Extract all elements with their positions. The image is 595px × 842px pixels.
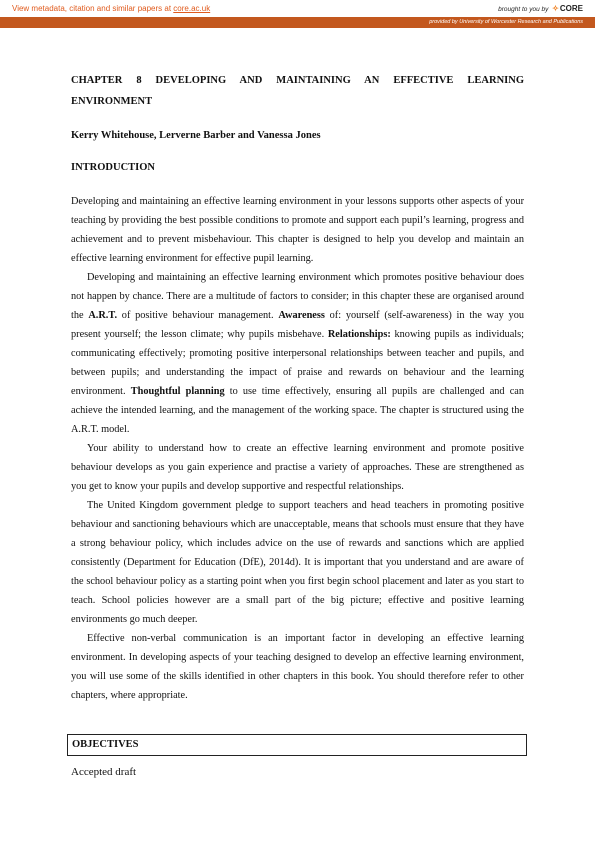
provider-bar bbox=[0, 17, 595, 28]
document-page bbox=[71, 70, 524, 705]
core-brand[interactable] bbox=[498, 4, 583, 13]
section-heading-introduction: INTRODUCTION bbox=[71, 162, 156, 173]
paragraph-1: Developing and maintaining an effective learning environment in your lessons supports other aspects of your teaching by providing the best possible conditions to promote and support each pupil’s learning, progress and achievement and to prevent misbehaviour. This chapter is designed to help you develop and maintain an effective learning environment for effective pupil learning. bbox=[71, 196, 524, 264]
paragraph-2 bbox=[71, 268, 524, 439]
awareness-term: Awareness bbox=[278, 310, 325, 321]
chapter-authors: Kerry Whitehouse, Lerverne Barber and Vanessa Jones bbox=[71, 130, 321, 141]
paragraph-5: Effective non-verbal communication is an important factor in developing an effective learning environment. In developing aspects of your teaching designed to develop an effective learning environment, you will use some of the skills identified in other chapters in this book. You should therefore refer to other chapters, where appropriate. bbox=[71, 633, 524, 701]
core-logo-text: CORE bbox=[559, 4, 583, 13]
chapter-title: CHAPTER 8 DEVELOPING AND MAINTAINING AN EFFECTIVE LEARNING bbox=[71, 75, 524, 86]
relationships-term: Relationships: bbox=[327, 329, 391, 340]
paragraph-4: The United Kingdom government pledge to support teachers and head teachers in promoting positive behaviour and sanctioning behaviours which are unacceptable, means that schools must ensure that they have a strong behaviour policy, which includes advice on the use of rewards and sanctions which are applied consistently (Department for Education (DfE), 2014d). It is important that you understand and are aware of the school behaviour policy as a starting point when you first begin school placement and later as you start to teach. School policies however are a small part of the big picture; effective and positive learning environments go much deeper. bbox=[71, 500, 524, 625]
art-term: A.R.T. bbox=[88, 310, 118, 321]
core-banner bbox=[0, 0, 595, 17]
introduction-body bbox=[71, 192, 524, 705]
accepted-draft-label: Accepted draft bbox=[71, 766, 137, 778]
core-swirl-icon: ✧ bbox=[552, 4, 559, 13]
p2-text-c: of: yourself (self-awareness) in the way you present yourself; the lesson climate; why pupils misbehave. bbox=[71, 310, 525, 340]
provided-by-text[interactable]: provided by University of Worcester Research and Publications bbox=[429, 19, 583, 25]
p2-text-e: to use time effectively, ensuring all pupils are challenged and can achieve the intended learning, and the management of the working space. The chapter is structured using the A.R.T. model. bbox=[71, 386, 524, 435]
core-logo bbox=[552, 4, 583, 13]
p2-text-b: of positive behaviour management. bbox=[117, 310, 279, 321]
brought-to-you-text: brought to you by bbox=[498, 6, 549, 13]
p2-text-a: Developing and maintaining an effective learning environment which promotes positive behaviour does not happen by chance. There are a multitude of factors to consider; in this chapter these are organised around the bbox=[71, 272, 524, 321]
thoughtful-planning-term: Thoughtful planning bbox=[130, 386, 225, 397]
core-ac-uk-link[interactable]: core.ac.uk bbox=[173, 4, 211, 13]
objectives-heading: OBJECTIVES bbox=[72, 739, 139, 750]
p2-text-d: knowing pupils as individuals; communicating effectively; promoting positive interpersonal relationships between teacher and pupils, and between pupils; and understanding the impact of praise and rewards on behaviour and the learning environment. bbox=[71, 329, 524, 397]
metadata-link[interactable] bbox=[12, 4, 210, 13]
paragraph-3: Your ability to understand how to create an effective learning environment and promote positive behaviour develops as you gain experience and practise a variety of approaches. These are strengthened as you get to know your pupils and develop supportive and respectful relationships. bbox=[71, 443, 524, 492]
objectives-box bbox=[67, 734, 527, 756]
metadata-text: View metadata, citation and similar papers at bbox=[12, 4, 174, 13]
chapter-title-line2: ENVIRONMENT bbox=[71, 96, 153, 107]
